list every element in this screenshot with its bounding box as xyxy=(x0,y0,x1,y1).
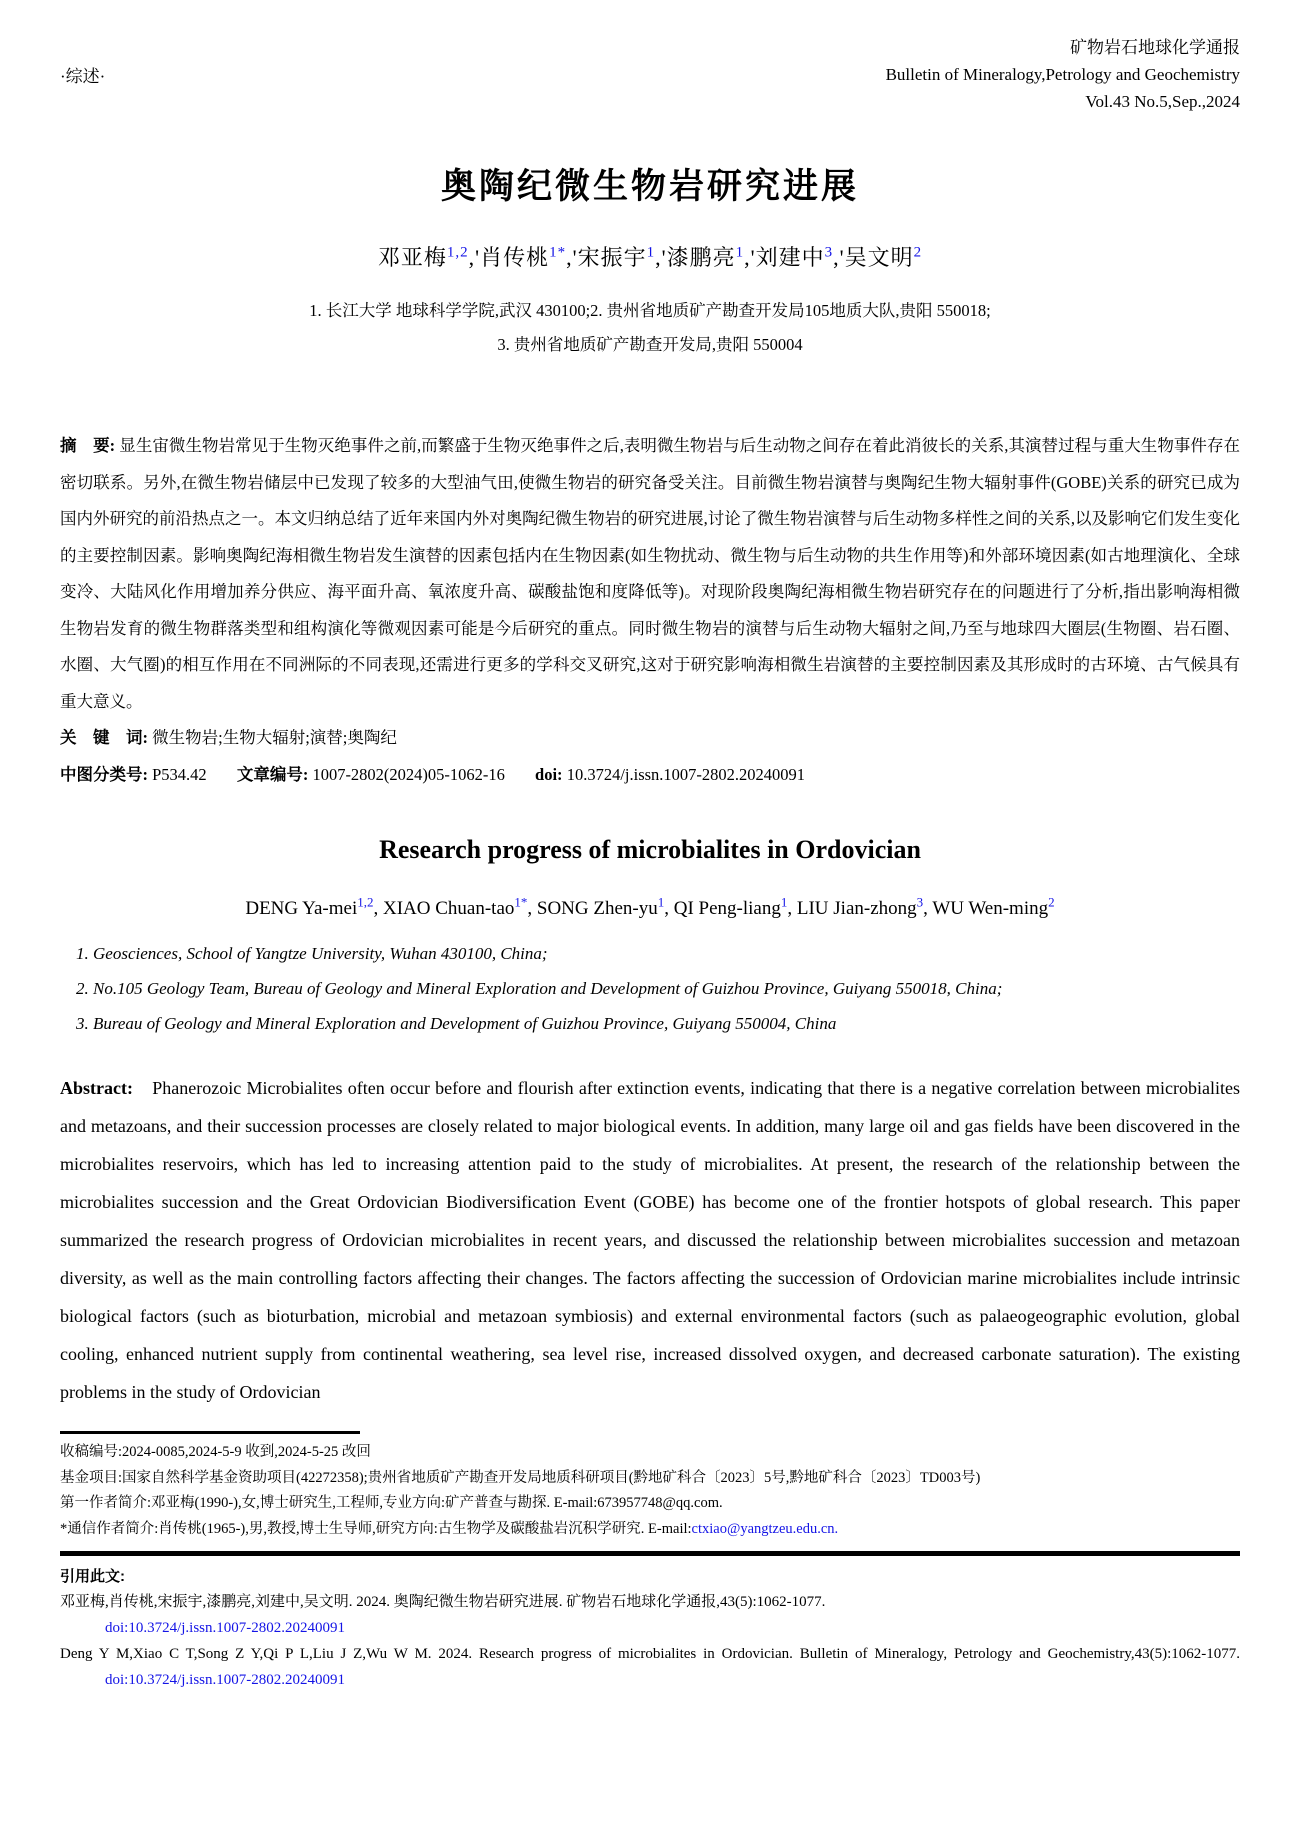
divider-bar xyxy=(60,1551,1240,1556)
abstract-en-label: Abstract: xyxy=(60,1078,133,1099)
clc-label: 中图分类号: xyxy=(60,764,148,784)
citation-block xyxy=(60,1589,1240,1693)
author-affil-sup: 1,2 xyxy=(446,244,469,261)
keywords-label: 关 键 词: xyxy=(60,728,148,747)
author-affil-sup: 1* xyxy=(514,895,528,910)
footnote-received: 收稿编号:2024-0085,2024-5-9 收到,2024-5-25 改回 xyxy=(60,1444,371,1461)
authors-line-en xyxy=(60,895,1240,920)
doi-label: doi: xyxy=(535,764,563,784)
author-en xyxy=(673,895,797,920)
affiliation-en-line: 3. Bureau of Geology and Mineral Exploration and Development of Guizhou Province, Guiyang 550004, China xyxy=(76,1014,837,1034)
author-sep: ,' xyxy=(655,245,667,270)
citation-cn-doi-link[interactable]: doi:10.3724/j.issn.1007-2802.20240091 xyxy=(105,1620,346,1637)
author-sep: , xyxy=(373,898,383,920)
author-affil-sup: 3 xyxy=(916,895,924,910)
abstract-cn xyxy=(60,428,1240,720)
footnote-corresponding-text: *通信作者简介:肖传桃(1965-),男,教授,博士生导师,研究方向:古生物学及碳酸盐岩沉积学研究. E-mail: xyxy=(60,1520,692,1537)
affiliation-cn-line: 3. 贵州省地质矿产勘查开发局,贵阳 550004 xyxy=(497,335,803,354)
author-affil-sup: 1* xyxy=(549,244,567,261)
author-name: DENG Ya-mei xyxy=(245,898,358,920)
author-name: QI Peng-liang xyxy=(673,898,781,920)
corresponding-email-link[interactable]: ctxiao@yangtzeu.edu.cn. xyxy=(691,1520,839,1537)
author-affil-sup: 1 xyxy=(735,244,745,261)
author-sep: ,' xyxy=(566,245,578,270)
abstract-en-text: Phanerozoic Microbialites often occur before and flourish after extinction events, indicating that there is a negative correlation between microbialites and metazoans, and their succession processes are closely related to major biological events. In addition, many large oil and gas fields have been discovered in the microbialites reservoirs, which has led to increasing attention paid to the study of microbialites. At present, the research of the relationship between the microbialites succession and the Great Ordovician Biodiversification Event (GOBE) has become one of the frontier hotspots of global research. This paper summarized the research progress of Ordovician microbialites in recent years, and discussed the relationship between microbialites succession and metazoan diversity, as well as the main controlling factors affecting their changes. The factors affecting the succession of Ordovician marine microbialites include intrinsic biological factors (such as bioturbation, microbial and metazoan symbiosis) and external environmental factors (such as palaeogeographic evolution, global cooling, enhanced nutrient supply from continental weathering, sea level rise, increased dissolved oxygen, and decreased carbonate saturation). The existing problems in the study of Ordovician xyxy=(60,1078,1241,1403)
footnote-funding: 基金项目:国家自然科学基金资助项目(42272358);贵州省地质矿产勘查开发局地质科研项目(黔地矿科合〔2023〕5号,黔地矿科合〔2023〕TD003号) xyxy=(60,1469,981,1486)
affiliation-cn-line: 1. 长江大学 地球科学学院,武汉 430100;2. 贵州省地质矿产勘查开发局105地质大队,贵阳 550018; xyxy=(309,301,991,320)
doi-value: 10.3724/j.issn.1007-2802.20240091 xyxy=(566,764,806,784)
author-en xyxy=(245,895,383,920)
author-affil-sup: 1,2 xyxy=(357,895,374,910)
author-affil-sup: 2 xyxy=(1048,895,1055,910)
author-sep: , xyxy=(787,898,797,920)
author-cn xyxy=(378,245,480,270)
article-no-value: 1007-2802(2024)05-1062-16 xyxy=(312,764,505,784)
author-name: 吴文明 xyxy=(844,245,914,270)
abstract-en xyxy=(60,1069,1240,1411)
article-no-label: 文章编号: xyxy=(236,764,309,784)
journal-name-cn: 矿物岩石地球化学通报 xyxy=(1070,38,1240,57)
citation-cn-doi xyxy=(105,1615,1240,1641)
author-sep: ,' xyxy=(468,245,481,270)
author-cn xyxy=(667,245,756,270)
section-mark: ·综述· xyxy=(60,67,106,86)
footnote-separator xyxy=(60,1431,360,1434)
author-name: 宋振宇 xyxy=(577,245,647,270)
author-en xyxy=(932,895,1055,920)
author-name: LIU Jian-zhong xyxy=(796,898,917,920)
issue-info: Vol.43 No.5,Sep.,2024 xyxy=(1085,92,1240,111)
author-sep: ,' xyxy=(833,245,845,270)
footnote-first-author: 第一作者简介:邓亚梅(1990-),女,博士研究生,工程师,专业方向:矿产普查与勘探. E-mail:673957748@qq.com. xyxy=(60,1495,723,1512)
author-name: 肖传桃 xyxy=(480,245,550,270)
affiliations-cn xyxy=(60,294,1240,362)
author-en xyxy=(383,895,537,920)
author-sep: , xyxy=(664,898,674,920)
affiliations-en xyxy=(76,936,1240,1041)
footnotes xyxy=(60,1440,1240,1542)
author-cn xyxy=(756,245,845,270)
article-title-en: Research progress of microbialites in Ordovician xyxy=(379,835,921,864)
author-cn xyxy=(578,245,667,270)
clc-value: P534.42 xyxy=(152,764,207,784)
keywords-line xyxy=(60,720,1240,757)
cite-this-label: 引用此文: xyxy=(60,1568,125,1586)
author-name: SONG Zhen-yu xyxy=(536,898,658,920)
author-sep: , xyxy=(527,898,537,920)
citation-en-text: Deng Y M,Xiao C T,Song Z Y,Qi P L,Liu J Z,Wu W M. 2024. Research progress of microbialites in Ordovician. Bulletin of Mineralogy, Petrology and Geochemistry,43(5):1062-1077. xyxy=(60,1646,1240,1663)
author-name: 刘建中 xyxy=(755,245,825,270)
author-name: 漆鹏亮 xyxy=(666,245,736,270)
author-affil-sup: 2 xyxy=(913,244,923,261)
author-name: 邓亚梅 xyxy=(377,245,447,270)
abstract-cn-text: 显生宙微生物岩常见于生物灭绝事件之前,而繁盛于生物灭绝事件之后,表明微生物岩与后生动物之间存在着此消彼长的关系,其演替过程与重大生物事件存在密切联系。另外,在微生物岩储层中已发现了较多的大型油气田,使微生物岩的研究备受关注。目前微生物岩演替与奥陶纪生物大辐射事件(GOBE)关系的研究已成为国内外研究的前沿热点之一。本文归纳总结了近年来国内外对奥陶纪微生物岩的研究进展,讨论了微生物岩演替与后生动物多样性之间的关系,以及影响它们发生变化的主要控制因素。影响奥陶纪海相微生物岩发生演替的因素包括内在生物因素(如生物扰动、微生物与后生动物的共生作用等)和外部环境因素(如古地理演化、全球变冷、大陆风化作用增加养分供应、海平面升高、氧浓度升高、碳酸盐饱和度降低等)。对现阶段奥陶纪海相微生物岩研究存在的问题进行了分析,指出影响海相微生物岩发育的微生物群落类型和组构演化等微观因素可能是今后研究的重点。同时微生物岩的演替与后生动物大辐射之间,乃至与地球四大圈层(生物圈、岩石圈、水圈、大气圈)的相互作用在不同洲际的不同表现,还需进行更多的学科交叉研究,这对于研究影响海相微生岩演替的主要控制因素及其形成时的古环境、古气候具有重大意义。 xyxy=(60,436,1241,711)
keywords-text: 微生物岩;生物大辐射;演替;奥陶纪 xyxy=(152,728,397,747)
footnote-corresponding xyxy=(60,1517,1240,1543)
author-affil-sup: 3 xyxy=(824,244,834,261)
author-affil-sup: 1 xyxy=(657,895,665,910)
author-cn xyxy=(845,245,923,270)
page-header xyxy=(60,34,1240,115)
abstract-cn-label: 摘 要: xyxy=(60,436,116,455)
author-sep: ,' xyxy=(744,245,756,270)
classification-line xyxy=(60,757,1240,794)
article-title-cn: 奥陶纪微生物岩研究进展 xyxy=(440,167,859,206)
authors-line-cn xyxy=(60,241,1240,272)
affiliation-en-line: 2. No.105 Geology Team, Bureau of Geology and Mineral Exploration and Development of Guizhou Province, Guiyang 550018, China; xyxy=(76,979,1003,999)
author-en xyxy=(536,895,674,920)
author-cn xyxy=(480,245,577,270)
author-sep: , xyxy=(923,898,933,920)
author-affil-sup: 1 xyxy=(780,895,788,910)
author-name: XIAO Chuan-tao xyxy=(383,898,515,920)
citation-en xyxy=(60,1641,1240,1693)
citation-en-doi-link[interactable]: doi:10.3724/j.issn.1007-2802.20240091 xyxy=(105,1672,346,1689)
citation-cn: 邓亚梅,肖传桃,宋振宇,漆鹏亮,刘建中,吴文明. 2024. 奥陶纪微生物岩研究进展. 矿物岩石地球化学通报,43(5):1062-1077. xyxy=(60,1594,826,1611)
affiliation-en-line: 1. Geosciences, School of Yangtze University, Wuhan 430100, China; xyxy=(76,944,548,964)
journal-info xyxy=(886,34,1240,115)
author-en xyxy=(796,895,933,920)
author-affil-sup: 1 xyxy=(646,244,656,261)
journal-name-en: Bulletin of Mineralogy,Petrology and Geochemistry xyxy=(885,65,1240,84)
author-name: WU Wen-ming xyxy=(932,898,1049,920)
